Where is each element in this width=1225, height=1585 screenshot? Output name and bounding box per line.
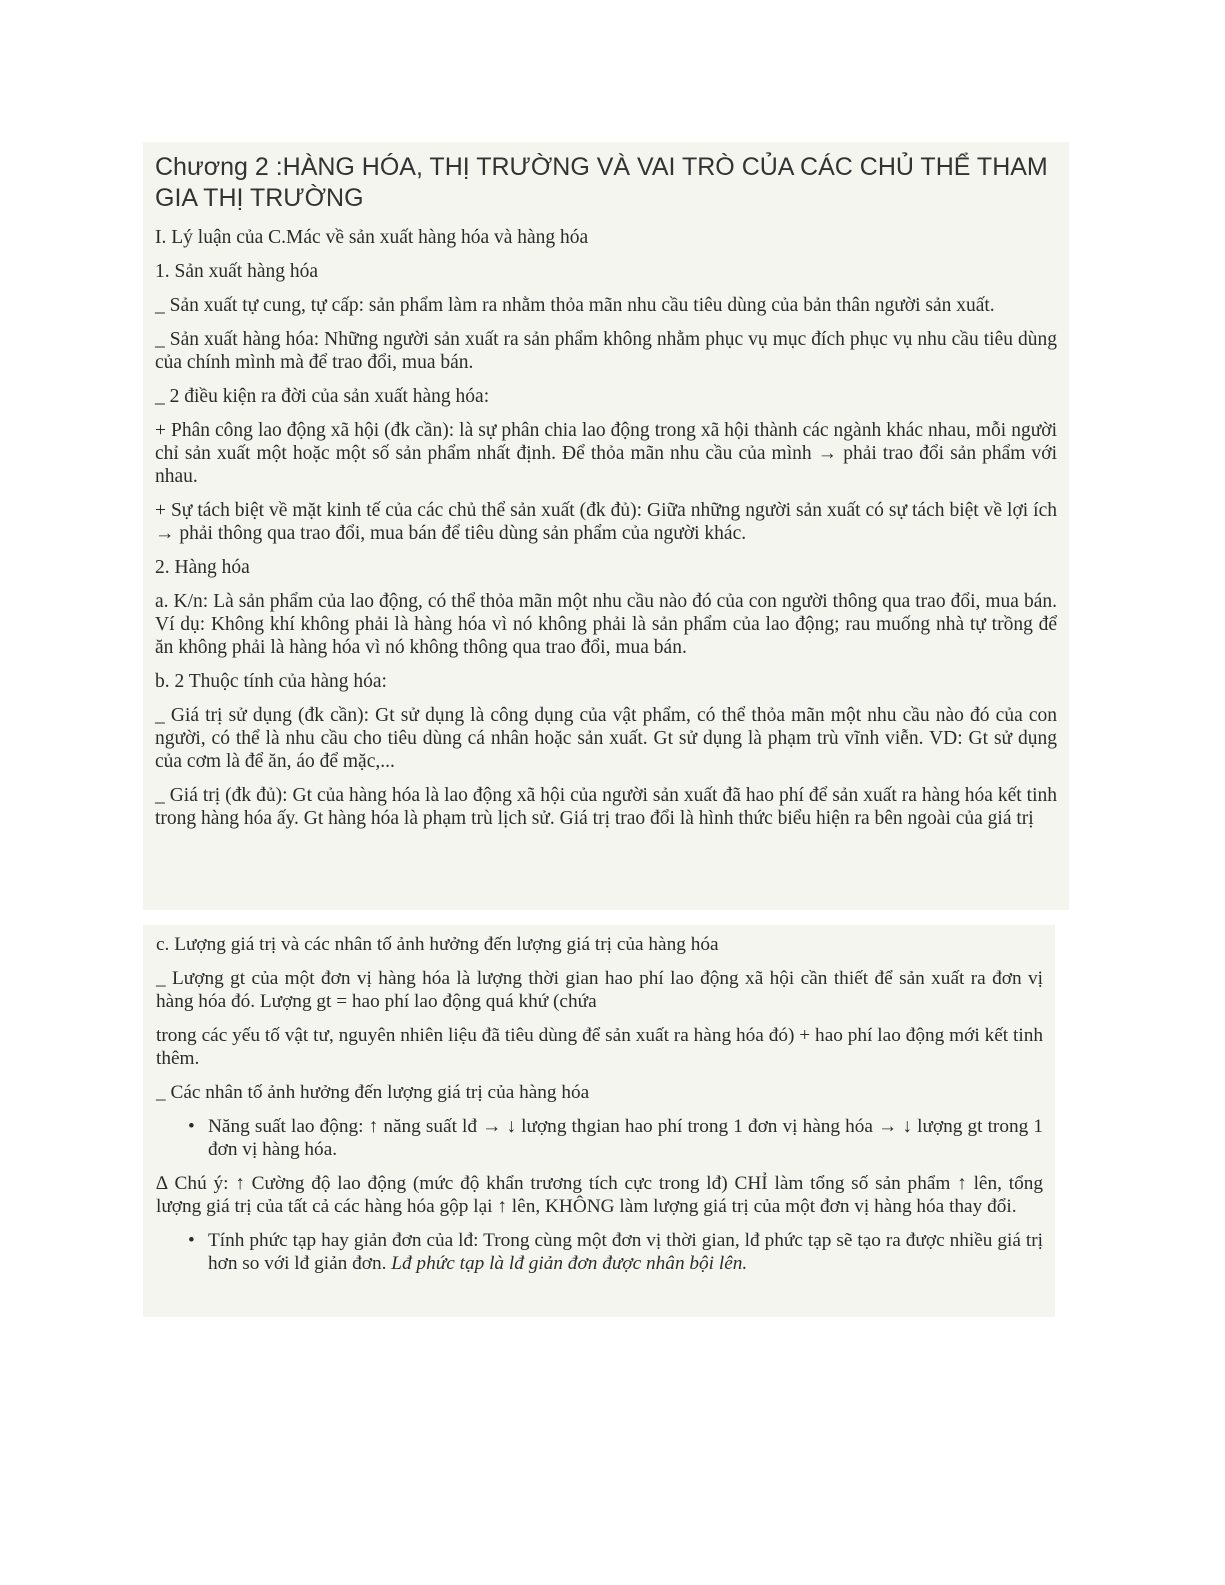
chapter-title: Chương 2 :HÀNG HÓA, THỊ TRƯỜNG VÀ VAI TRÒ CỦA CÁC CHỦ THỂ THAM GIA THỊ TRƯỜNG <box>155 153 1048 212</box>
list-item-italic-text: Lđ phức tạp là lđ giản đơn được nhân bội lên. <box>391 1253 748 1274</box>
heading-section-1: I. Lý luận của C.Mác về sản xuất hàng hóa và hàng hóa <box>155 227 589 248</box>
paragraph: trong các yếu tố vật tư, nguyên nhiên liệu đã tiêu dùng để sản xuất ra hàng hóa đó) + hao phí lao động mới kết tinh thêm. <box>156 1025 1043 1069</box>
heading-subsection-1: 1. Sản xuất hàng hóa <box>155 261 319 282</box>
list-item <box>208 1229 1043 1275</box>
heading-subsection-c: c. Lượng giá trị và các nhân tố ảnh hưởng đến lượng giá trị của hàng hóa <box>156 934 719 955</box>
paragraph: + Sự tách biệt về mặt kinh tế của các chủ thể sản xuất (đk đủ): Giữa những người sản xuất có sự tách biệt về lợi ích → phải thông qua trao đổi, mua bán để tiêu dùng sản phẩm của người khác. <box>155 500 1057 544</box>
paragraph: _ Giá trị sử dụng (đk cần): Gt sử dụng là công dụng của vật phẩm, có thể thỏa mãn một nhu cầu nào đó của con người, có thể là nhu cầu cho tiêu dùng cá nhân hoặc sản xuất. Gt sử dụng là phạm trù vĩnh viễn. VD: Gt sử dụng của cơm là để ăn, áo để mặc,... <box>155 705 1057 772</box>
paragraph: _ 2 điều kiện ra đời của sản xuất hàng hóa: <box>155 386 490 407</box>
paragraph: _ Lượng gt của một đơn vị hàng hóa là lượng thời gian hao phí lao động xã hội cần thiết để sản xuất ra đơn vị hàng hóa đó. Lượng gt = hao phí lao động quá khứ (chứa <box>156 968 1043 1012</box>
heading-subsection-2: 2. Hàng hóa <box>155 557 250 578</box>
paragraph: a. K/n: Là sản phẩm của lao động, có thể thỏa mãn một nhu cầu nào đó của con người thông qua trao đổi, mua bán. Ví dụ: Không khí không phải là hàng hóa vì nó không phải là sản phẩm của lao động; rau muống nhà tự trồng để ăn không phải là hàng hóa vì nó không thông qua trao đổi, mua bán. <box>155 591 1057 658</box>
list-item-text: Tính phức tạp hay giản đơn của lđ: Trong cùng một đơn vị thời gian, lđ phức tạp sẽ tạo ra được nhiều giá trị hơn so với lđ giản đơn. <box>208 1230 1043 1274</box>
note-paragraph: ∆ Chú ý: ↑ Cường độ lao động (mức độ khẩn trương tích cực trong lđ) CHỈ làm tổng số sản phẩm ↑ lên, tổng lượng giá trị của tất cả các hàng hóa gộp lại ↑ lên, KHÔNG làm lượng giá trị của một đơn vị hàng hóa thay đổi. <box>156 1173 1043 1217</box>
paragraph: _ Sản xuất tự cung, tự cấp: sản phẩm làm ra nhằm thỏa mãn nhu cầu tiêu dùng của bản thân người sản xuất. <box>155 295 995 316</box>
bullet-list <box>156 1115 1043 1161</box>
list-item: • Năng suất lao động: ↑ năng suất lđ → ↓ lượng thgian hao phí trong 1 đơn vị hàng hóa → ↓ lượng gt trong 1 đơn vị hàng hóa. <box>208 1115 1043 1161</box>
section-goods-production <box>143 142 1069 910</box>
section-value-magnitude <box>143 925 1055 1317</box>
paragraph: _ Sản xuất hàng hóa: Những người sản xuất ra sản phẩm không nhằm phục vụ mục đích phục vụ nhu cầu tiêu dùng của chính mình mà để trao đổi, mua bán. <box>155 329 1057 373</box>
paragraph: _ Các nhân tố ảnh hưởng đến lượng giá trị của hàng hóa <box>156 1082 590 1103</box>
paragraph: + Phân công lao động xã hội (đk cần): là sự phân chia lao động trong xã hội thành các ngành khác nhau, mỗi người chỉ sản xuất một hoặc một số sản phẩm nhất định. Để thỏa mãn nhu cầu của mình → phải trao đổi sản phẩm với nhau. <box>155 420 1057 487</box>
paragraph: b. 2 Thuộc tính của hàng hóa: <box>155 671 387 692</box>
bullet-list <box>156 1229 1043 1275</box>
paragraph: _ Giá trị (đk đủ): Gt của hàng hóa là lao động xã hội của người sản xuất đã hao phí để sản xuất ra hàng hóa kết tinh trong hàng hóa ấy. Gt hàng hóa là phạm trù lịch sử. Giá trị trao đổi là hình thức biểu hiện ra bên ngoài của giá trị <box>155 785 1057 829</box>
